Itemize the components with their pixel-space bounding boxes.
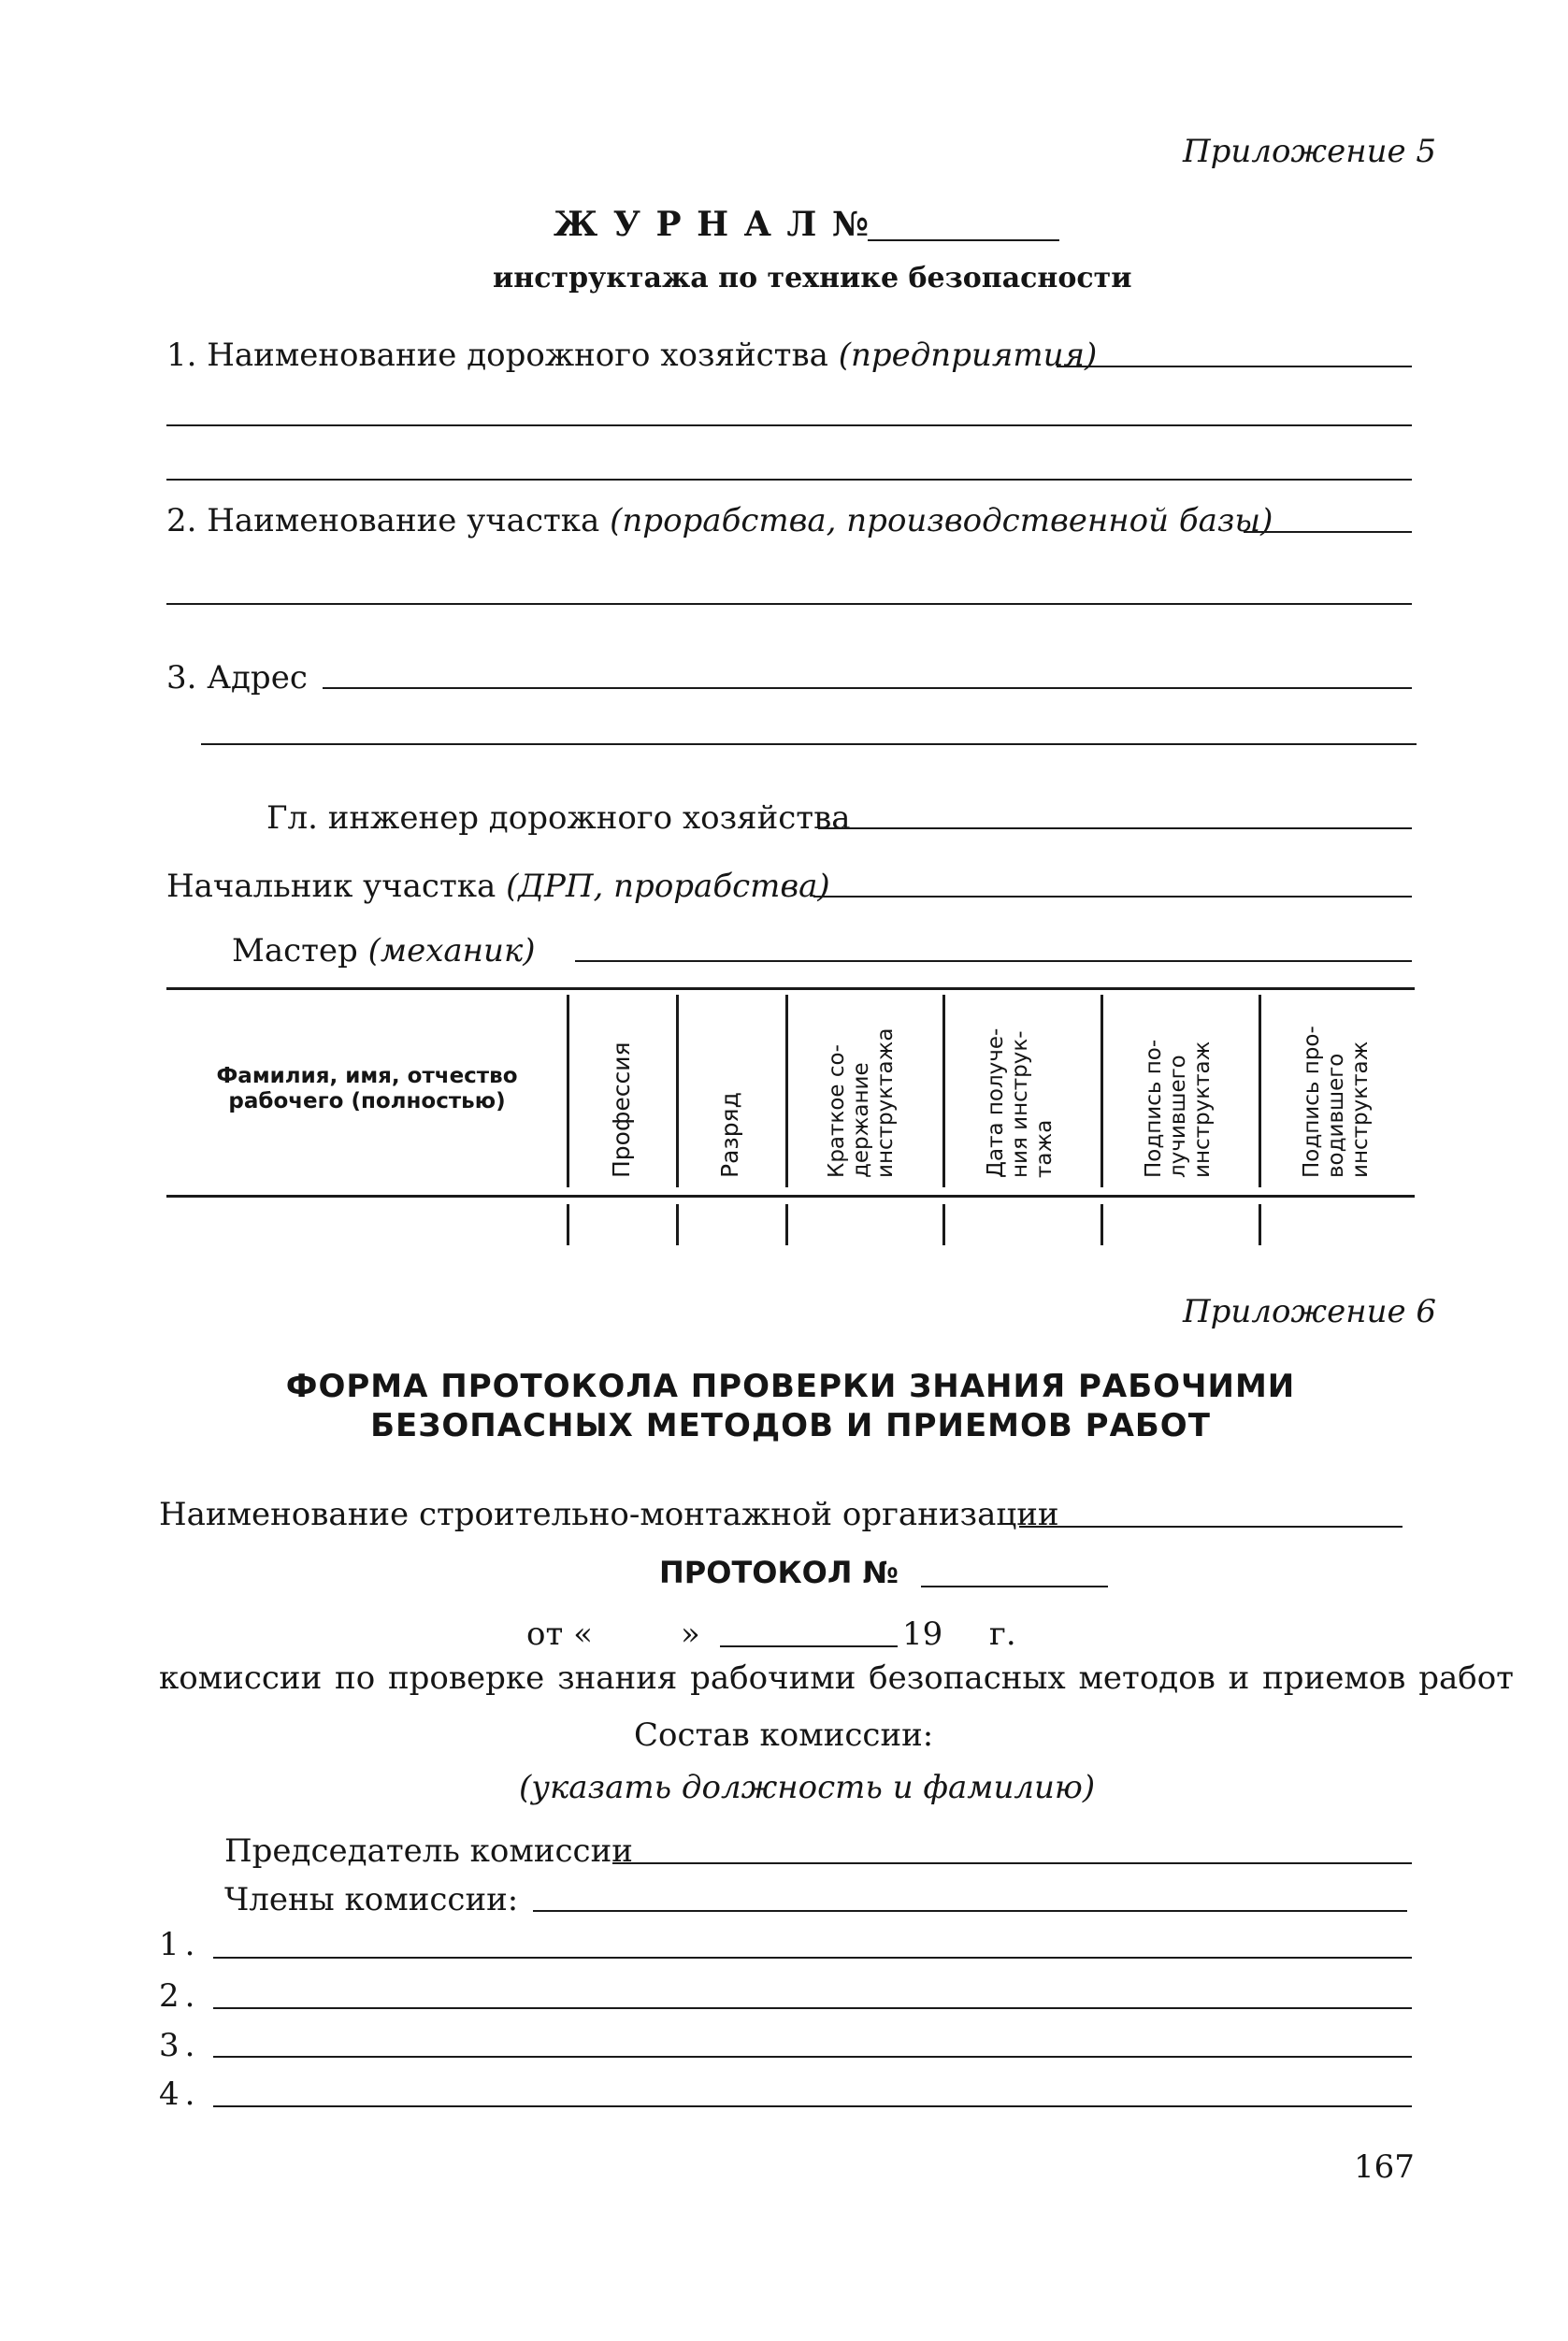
master-label — [232, 932, 536, 969]
field-1-continuation-line-2[interactable] — [166, 479, 1412, 481]
section-head-input-line[interactable] — [813, 896, 1412, 898]
header-conducted-signature-line-3: инструктаж — [1348, 1041, 1373, 1178]
date-close-quote: » — [681, 1616, 700, 1653]
organization-name-input-line[interactable] — [1019, 1526, 1403, 1528]
chairman-input-line[interactable] — [612, 1862, 1412, 1864]
table-col-divider — [567, 995, 569, 1187]
header-conducted-signature-line-1: Подпись про- — [1300, 1026, 1324, 1178]
table-body-divider — [676, 1204, 679, 1245]
protocol-form-title-line-2: БЕЗОПАСНЫХ МЕТОДОВ И ПРИЕМОВ РАБОТ — [370, 1407, 1211, 1444]
header-received-signature — [1142, 1005, 1215, 1178]
journal-subtitle: инструктажа по технике безопасности — [493, 262, 1132, 294]
field-2-note: (прорабства, производственной базы) — [610, 502, 1273, 539]
table-col-divider — [785, 995, 788, 1187]
header-summary-line-3: инструктажа — [873, 1027, 898, 1178]
section-head-text: Начальник участка — [166, 868, 496, 905]
field-2-text: 2. Наименование участка — [166, 502, 600, 539]
members-input-line[interactable] — [533, 1910, 1407, 1912]
date-year-prefix: 19 — [902, 1616, 943, 1653]
chief-engineer-input-line[interactable] — [818, 827, 1412, 829]
field-1-text: 1. Наименование дорожного хозяйства — [166, 337, 828, 374]
section-head-note: (ДРП, прорабства) — [506, 868, 830, 905]
protocol-number-input-line[interactable] — [921, 1586, 1108, 1587]
field-1-continuation-line-1[interactable] — [166, 424, 1412, 426]
date-from-label: от « — [526, 1616, 593, 1653]
field-1-input-line[interactable] — [1057, 366, 1412, 367]
header-full-name-line-2: рабочего (полностью) — [228, 1089, 506, 1113]
header-date — [984, 995, 1057, 1178]
table-body-divider — [785, 1204, 788, 1245]
table-col-divider — [1100, 995, 1103, 1187]
field-1-label — [166, 337, 1097, 374]
header-grade: Разряд — [716, 1092, 743, 1178]
table-body-divider — [567, 1204, 569, 1245]
section-head-label — [166, 868, 830, 905]
header-conducted-signature-line-2: водившего — [1324, 1053, 1348, 1178]
table-body-divider — [1100, 1204, 1103, 1245]
member-number-2: 2. — [159, 1977, 201, 2015]
journal-number-line[interactable] — [868, 239, 1059, 241]
member-number-4: 4. — [159, 2075, 201, 2113]
table-body-divider — [942, 1204, 945, 1245]
protocol-number-label: ПРОТОКОЛ № — [659, 1555, 899, 1590]
date-month-input-line[interactable] — [720, 1645, 898, 1647]
master-text: Мастер — [232, 932, 358, 969]
commission-composition: Состав комиссии: — [634, 1716, 934, 1754]
table-header-rule — [166, 1195, 1415, 1198]
header-received-signature-line-1: Подпись по- — [1142, 1039, 1166, 1178]
header-date-line-2: ния инструк- — [1008, 1030, 1032, 1178]
header-received-signature-line-2: лучившего — [1166, 1055, 1190, 1178]
member-2-input-line[interactable] — [213, 2007, 1412, 2009]
chief-engineer-label: Гл. инженер дорожного хозяйства — [266, 799, 851, 837]
appendix-5-label: Приложение 5 — [1183, 133, 1437, 170]
header-summary — [825, 995, 898, 1178]
date-year-suffix: г. — [989, 1616, 1016, 1653]
master-note: (механик) — [367, 932, 536, 969]
field-2-input-line[interactable] — [1244, 531, 1412, 533]
protocol-form-title-line-1: ФОРМА ПРОТОКОЛА ПРОВЕРКИ ЗНАНИЯ РАБОЧИМИ — [285, 1368, 1296, 1405]
field-2-continuation-line[interactable] — [166, 603, 1412, 605]
header-full-name — [168, 1064, 566, 1114]
header-profession: Профессия — [608, 1041, 635, 1178]
protocol-form-title — [166, 1367, 1415, 1445]
header-received-signature-line-3: инструктаж — [1190, 1041, 1215, 1178]
table-col-divider — [676, 995, 679, 1187]
chairman-label: Председатель комиссии — [224, 1832, 633, 1870]
appendix-6-label: Приложение 6 — [1183, 1293, 1437, 1330]
header-summary-line-2: держание — [849, 1062, 873, 1178]
field-3-label: 3. Адрес — [166, 659, 308, 697]
member-3-input-line[interactable] — [213, 2056, 1412, 2058]
field-2-label — [166, 502, 1273, 539]
member-number-3: 3. — [159, 2027, 201, 2064]
field-3-input-line[interactable] — [323, 687, 1412, 689]
commission-purpose: комиссии по проверке знания рабочими безопасных методов и приемов работ — [159, 1659, 1514, 1697]
header-date-line-3: тажа — [1032, 1119, 1057, 1178]
page-number: 167 — [1354, 2148, 1415, 2186]
header-summary-line-1: Краткое со- — [825, 1044, 849, 1178]
field-1-note: (предприятия) — [838, 337, 1098, 374]
member-number-1: 1. — [159, 1926, 201, 1963]
members-label: Члены комиссии: — [224, 1881, 519, 1918]
journal-title: Ж У Р Н А Л № — [554, 205, 871, 244]
table-col-divider — [942, 995, 945, 1187]
header-full-name-line-1: Фамилия, имя, отчество — [216, 1064, 518, 1088]
member-4-input-line[interactable] — [213, 2105, 1412, 2107]
header-conducted-signature — [1300, 995, 1373, 1178]
commission-composition-note: (указать должность и фамилию) — [519, 1769, 1096, 1806]
table-body-divider — [1259, 1204, 1261, 1245]
header-date-line-1: Дата получе- — [984, 1027, 1008, 1178]
member-1-input-line[interactable] — [213, 1957, 1412, 1959]
table-top-rule — [166, 987, 1415, 990]
table-col-divider — [1259, 995, 1261, 1187]
organization-name-label: Наименование строительно-монтажной организации — [159, 1496, 1059, 1533]
master-input-line[interactable] — [575, 960, 1412, 962]
field-3-continuation-line[interactable] — [201, 743, 1417, 745]
